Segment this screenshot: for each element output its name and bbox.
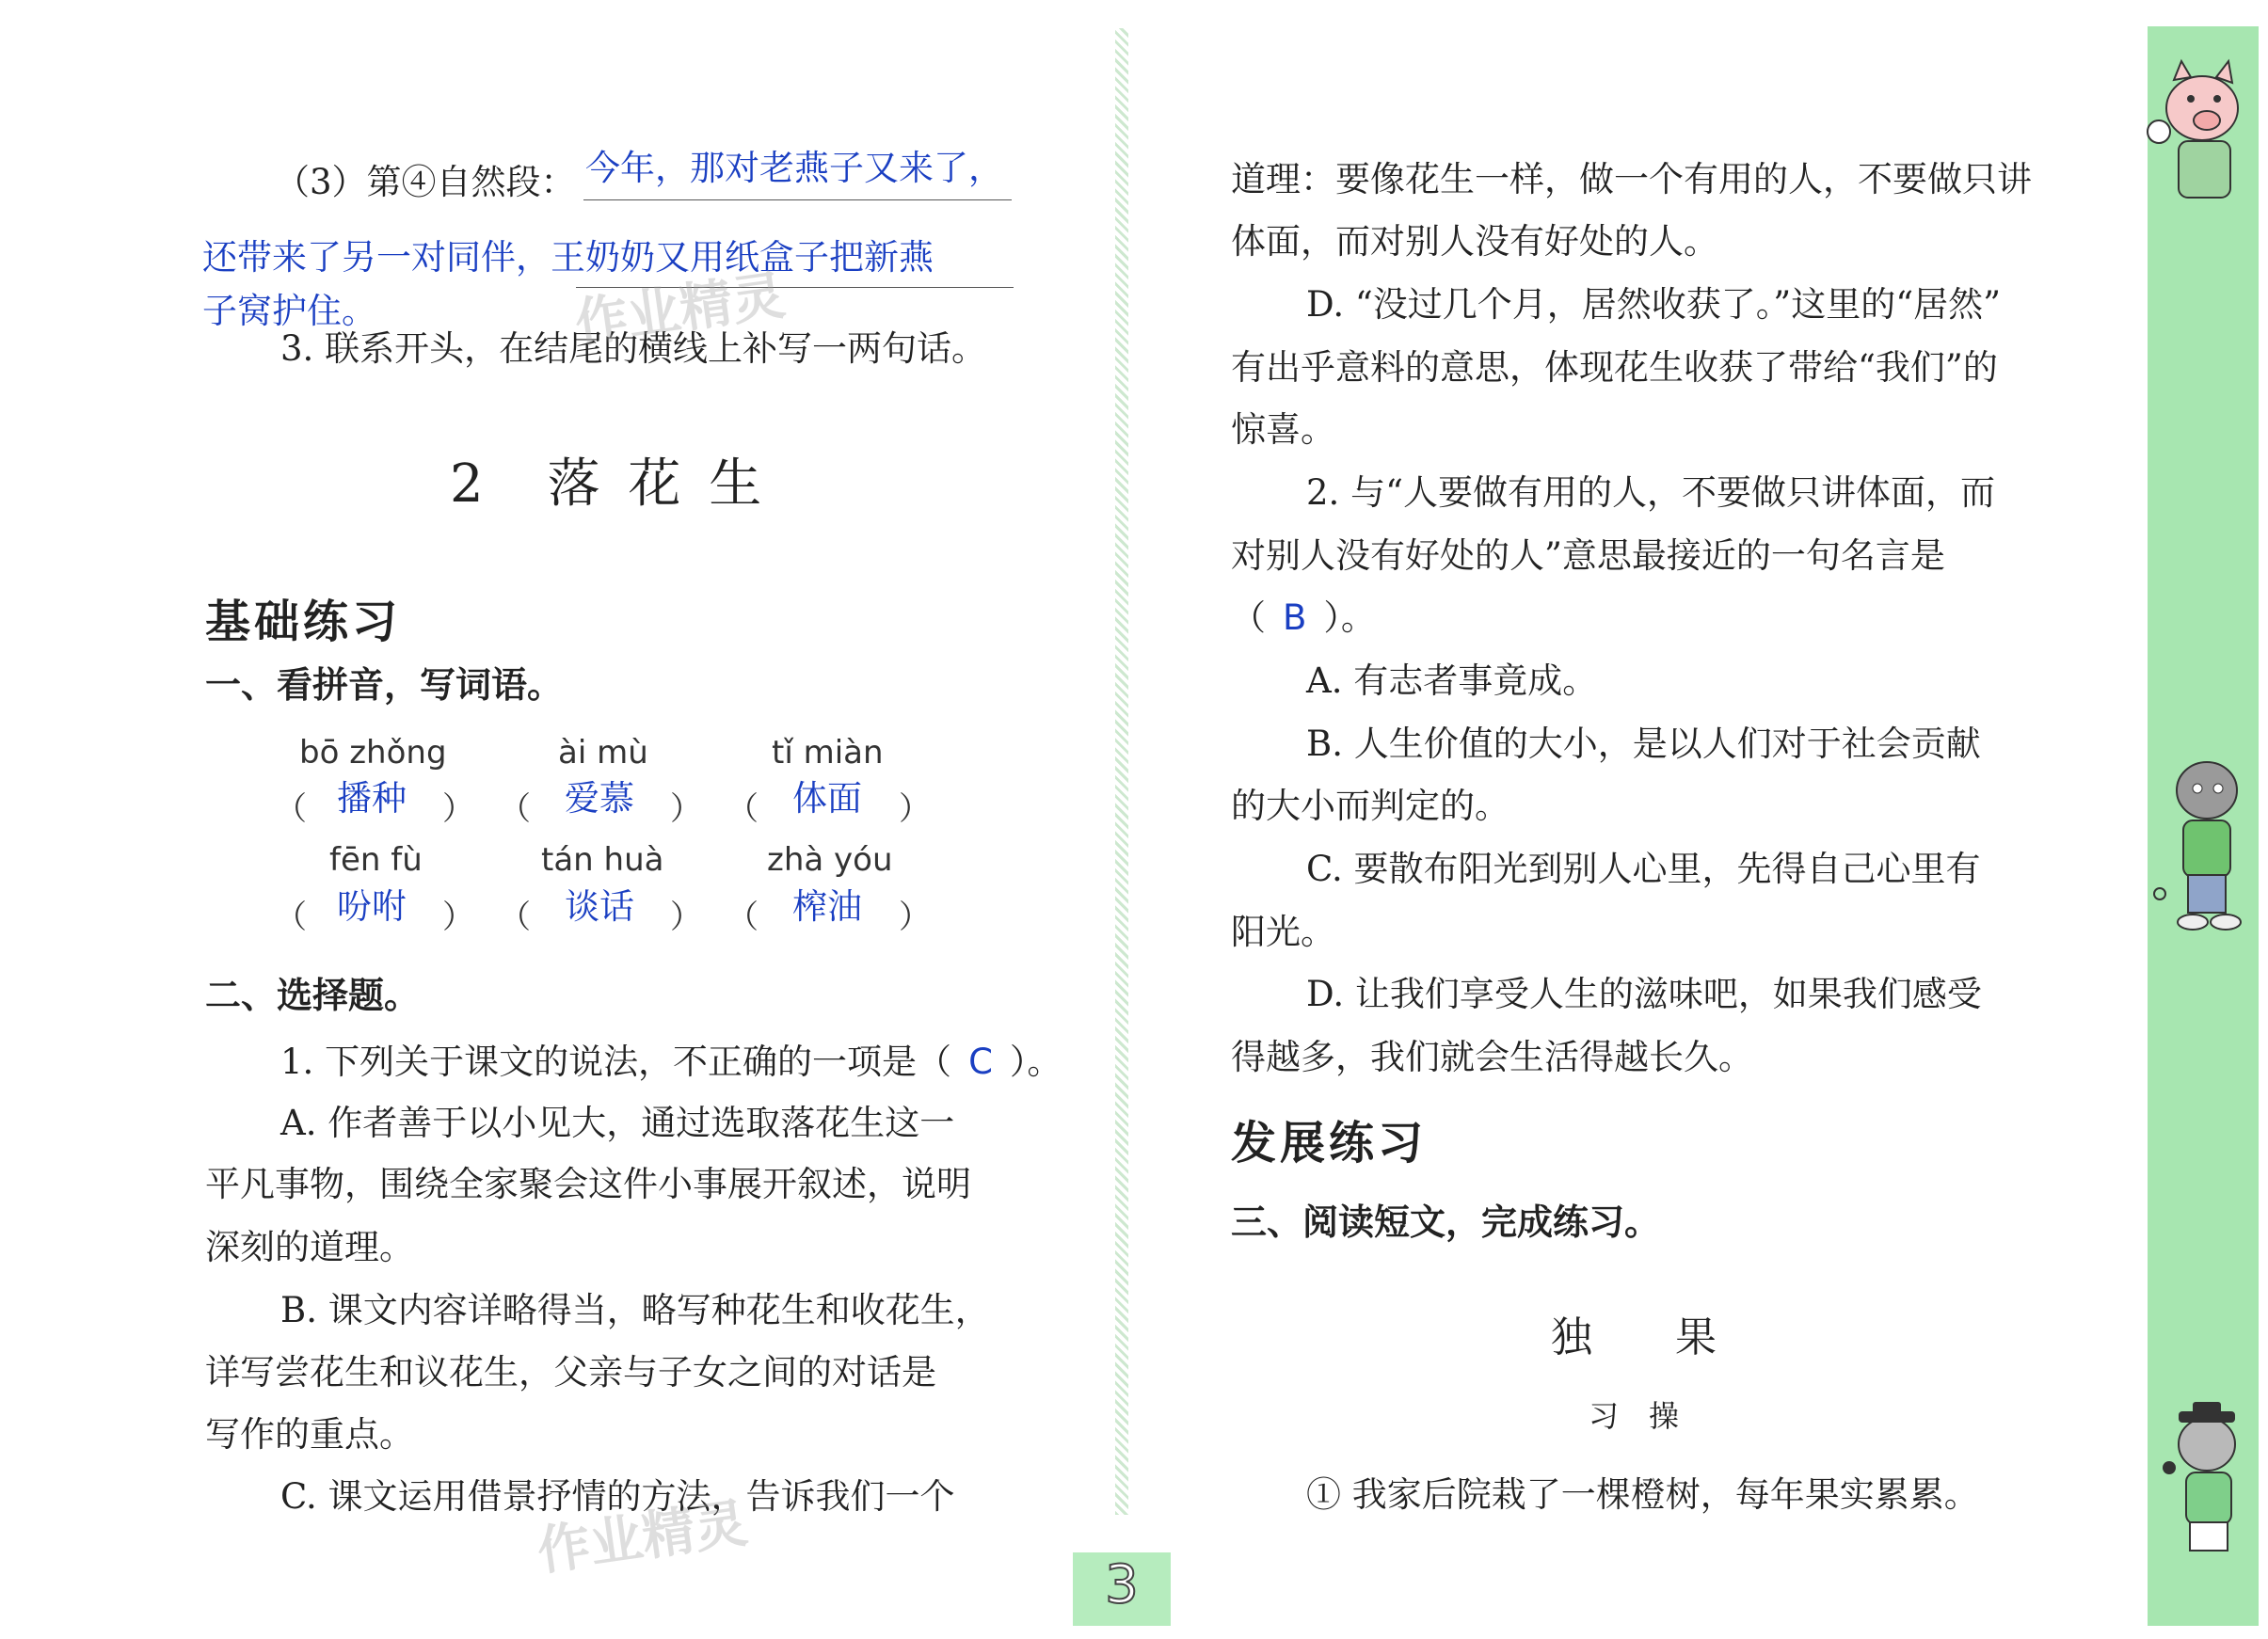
paren-open: （: [727, 790, 759, 828]
answer-underline-1: [583, 199, 1012, 200]
question-2-answer-line: [1231, 597, 1376, 638]
pinyin-1: bō zhǒng: [299, 734, 447, 772]
word-answer-5: 谈话: [565, 886, 634, 927]
paren-close: ）: [442, 790, 474, 828]
part3-heading: 三、阅读短文，完成练习。: [1231, 1201, 1661, 1243]
option-a-line1: A. 作者善于以小见大，通过选取落花生这一: [280, 1103, 955, 1143]
watermark: 作业精灵: [534, 1492, 752, 1583]
watermark: 作业精灵: [571, 264, 790, 356]
paren-open: （: [275, 790, 307, 828]
paren-open: （: [275, 899, 307, 936]
mouse-cartoon-icon: [2150, 1402, 2259, 1571]
option-c-line3: 体面，而对别人没有好处的人。: [1231, 221, 1718, 262]
question-1-suffix: ）。: [1009, 1042, 1062, 1082]
question-1-prefix: 1. 下列关于课文的说法，不正确的一项是（: [280, 1042, 952, 1082]
question-1-answer: C: [968, 1042, 993, 1082]
q2-option-c-line1: C. 要散布阳光到别人心里，先得自己心里有: [1306, 849, 1981, 889]
option-d-line2: 有出乎意料的意思，体现花生收获了带给“我们”的: [1231, 347, 1998, 388]
paren-close: ）: [670, 790, 702, 828]
q2-option-d-line2: 得越多，我们就会生活得越长久。: [1231, 1037, 1753, 1077]
q2-option-a: A. 有志者事竟成。: [1306, 660, 1598, 701]
question-1: [280, 1042, 1062, 1082]
story-title: 独 果: [1551, 1313, 1717, 1361]
option-b-line3: 写作的重点。: [205, 1414, 414, 1455]
question-2-line1: 2. 与“人要做有用的人，不要做只讲体面，而: [1306, 472, 1995, 513]
pinyin-2: ài mù: [558, 734, 648, 772]
option-a-line2: 平凡事物，围绕全家聚会这件小事展开叙述，说明: [205, 1164, 971, 1204]
part2-heading: 二、选择题。: [205, 975, 421, 1016]
wolf-cartoon-icon: [2150, 753, 2259, 941]
word-answer-1: 播种: [337, 778, 407, 819]
word-answer-2: 爱慕: [565, 778, 634, 819]
question-2-line2: 对别人没有好处的人”意思最接近的一句名言是: [1231, 535, 1945, 576]
story-paragraph-1: ① 我家后院栽了一棵橙树，每年果实累累。: [1306, 1474, 1979, 1515]
paren-open: （: [1231, 597, 1266, 638]
question-2-answer: B: [1283, 597, 1307, 638]
page-divider: [1115, 28, 1128, 1515]
item3-label: （3）第④自然段：: [275, 162, 576, 202]
pinyin-4: fēn fù: [329, 841, 423, 879]
option-b-line1: B. 课文内容详略得当，略写种花生和收花生，: [280, 1290, 990, 1330]
story-author: 习 操: [1589, 1398, 1680, 1434]
option-c-line2: 道理：要像花生一样，做一个有用的人，不要做只讲: [1231, 159, 2032, 199]
part1-heading: 一、看拼音，写词语。: [205, 664, 564, 706]
option-b-line2: 详写尝花生和议花生，父亲与子女之间的对话是: [205, 1352, 936, 1392]
item3-answer-line3: 子窝护住。: [202, 291, 376, 331]
q2-option-b-line2: 的大小而判定的。: [1231, 786, 1509, 826]
paren-open: （: [727, 899, 759, 936]
q2-option-b-line1: B. 人生价值的大小，是以人们对于社会贡献: [1306, 724, 1981, 764]
pinyin-6: zhà yóu: [767, 841, 893, 879]
question-3: 3. 联系开头，在结尾的横线上补写一两句话。: [280, 328, 987, 369]
word-answer-6: 榨油: [792, 886, 862, 927]
paren-close: ）: [899, 899, 931, 936]
word-answer-3: 体面: [792, 778, 862, 819]
section-development-practice: 发展练习: [1231, 1117, 1428, 1170]
option-d-line3: 惊喜。: [1231, 409, 1335, 450]
paren-close: ）: [899, 790, 931, 828]
pinyin-5: tán huà: [541, 841, 664, 879]
paren-close: ）: [442, 899, 474, 936]
item3-answer-line1: 今年，那对老燕子又来了，: [585, 148, 1003, 188]
paren-close: ）。: [1323, 597, 1376, 638]
lesson-title: 2 落 花 生: [450, 454, 768, 515]
paren-open: （: [499, 899, 531, 936]
page-number: 3: [1105, 1554, 1139, 1615]
paren-close: ）: [670, 899, 702, 936]
pig-cartoon-icon: [2136, 56, 2259, 216]
word-answer-4: 吩咐: [337, 886, 407, 927]
q2-option-d-line1: D. 让我们享受人生的滋味吧，如果我们感受: [1306, 974, 1982, 1014]
option-d-line1: D. “没过几个月，居然收获了。”这里的“居然”: [1306, 284, 2002, 325]
option-a-line3: 深刻的道理。: [205, 1227, 414, 1267]
section-basic-practice: 基础练习: [205, 596, 402, 648]
option-c-line1: C. 课文运用借景抒情的方法，告诉我们一个: [280, 1476, 955, 1517]
item3-answer-line2: 还带来了另一对同伴，王奶奶又用纸盒子把新燕: [202, 237, 934, 278]
q2-option-c-line2: 阳光。: [1231, 912, 1335, 952]
paren-open: （: [499, 790, 531, 828]
pinyin-3: tǐ miàn: [772, 734, 884, 772]
